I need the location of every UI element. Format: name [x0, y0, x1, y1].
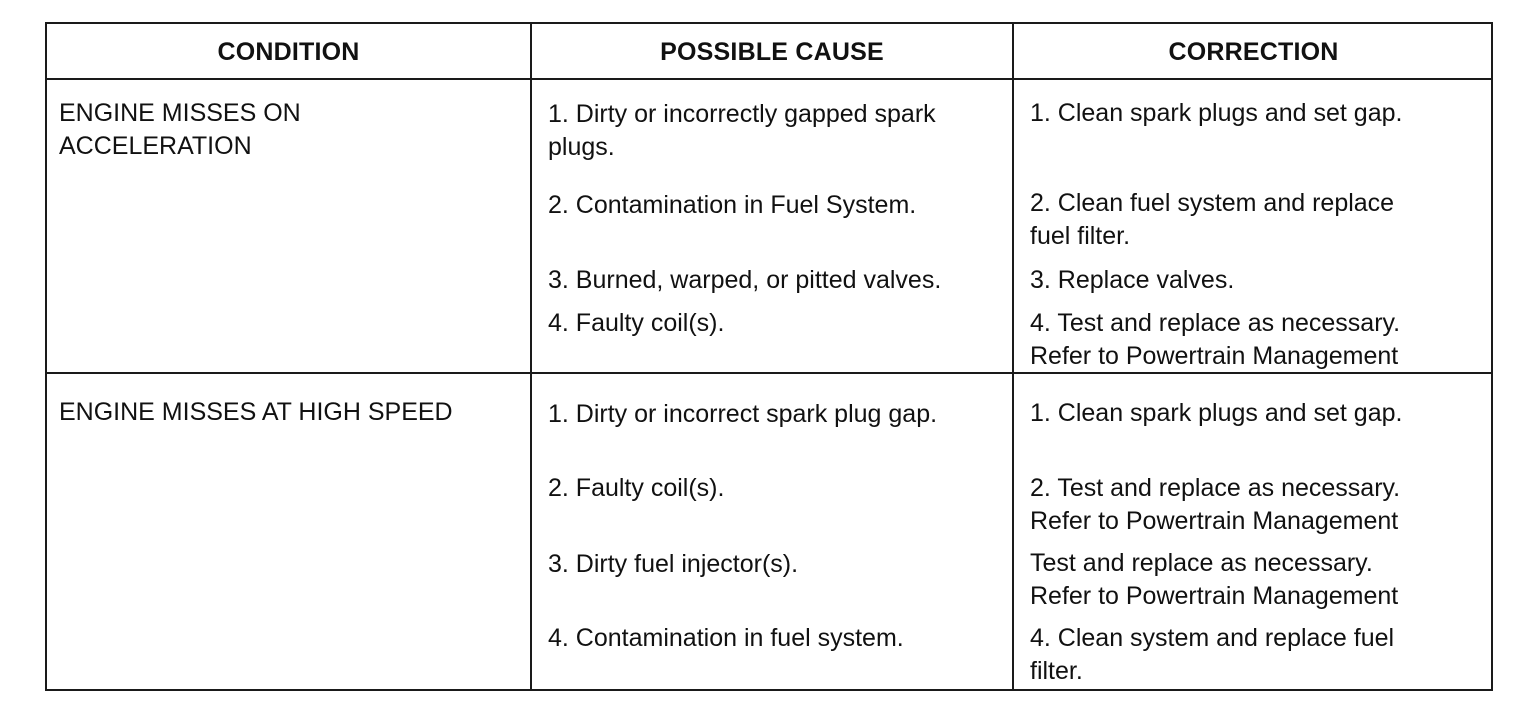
cause-2-4-line-1: 4. Contamination in fuel system.: [548, 624, 904, 652]
cause-1-4-line-1: 4. Faulty coil(s).: [548, 309, 725, 337]
condition-1-line-1: ENGINE MISSES ON: [59, 99, 301, 127]
correction-1-2-line-2: fuel filter.: [1030, 222, 1131, 250]
correction-1-4-line-2: Refer to Powertrain Management: [1030, 342, 1399, 370]
column-divider-2: [1012, 24, 1014, 689]
cause-1-1: [548, 98, 936, 164]
header-correction: CORRECTION: [1168, 37, 1339, 66]
cause-1-2: [548, 189, 916, 222]
cause-1-1-line-1: 1. Dirty or incorrectly gapped spark: [548, 100, 936, 128]
correction-2-3-line-2: Refer to Powertrain Management: [1030, 582, 1399, 610]
correction-2-2: [1030, 472, 1400, 538]
correction-2-4-line-2: filter.: [1030, 657, 1083, 685]
correction-2-3: [1030, 547, 1398, 613]
cause-2-2: [548, 472, 724, 505]
correction-2-1: [1030, 397, 1402, 430]
correction-1-2: [1030, 187, 1394, 253]
cause-2-1: [548, 398, 937, 431]
correction-2-2-line-2: Refer to Powertrain Management: [1030, 507, 1399, 535]
condition-1-line-2: ACCELERATION: [59, 132, 252, 160]
cause-2-3-line-1: 3. Dirty fuel injector(s).: [548, 550, 799, 578]
cause-1-2-line-1: 2. Contamination in Fuel System.: [548, 191, 917, 219]
cause-2-1-line-1: 1. Dirty or incorrect spark plug gap.: [548, 400, 938, 428]
correction-1-4: [1030, 307, 1400, 373]
correction-1-3: [1030, 264, 1234, 297]
cause-2-4: [548, 622, 904, 655]
correction-1-4-line-1: 4. Test and replace as necessary.: [1030, 309, 1401, 337]
cause-1-3-line-1: 3. Burned, warped, or pitted valves.: [548, 266, 942, 294]
correction-1-1-line-1: 1. Clean spark plugs and set gap.: [1030, 99, 1403, 127]
cause-2-3: [548, 548, 798, 581]
correction-2-3-line-1: Test and replace as necessary.: [1030, 549, 1373, 577]
correction-2-4-line-1: 4. Clean system and replace fuel: [1030, 624, 1395, 652]
cause-1-1-line-2: plugs.: [548, 133, 615, 161]
header-possible-cause: POSSIBLE CAUSE: [660, 37, 884, 66]
column-divider-1: [530, 24, 532, 689]
cause-1-4: [548, 307, 724, 340]
correction-1-1: [1030, 97, 1402, 130]
correction-1-3-line-1: 3. Replace valves.: [1030, 266, 1235, 294]
condition-2: [59, 396, 453, 429]
correction-2-4: [1030, 622, 1394, 688]
condition-2-line-1: ENGINE MISSES AT HIGH SPEED: [59, 398, 453, 426]
troubleshooting-table: [45, 22, 1493, 691]
header-condition: CONDITION: [217, 37, 360, 66]
correction-2-2-line-1: 2. Test and replace as necessary.: [1030, 474, 1401, 502]
cause-1-3: [548, 264, 941, 297]
correction-1-2-line-1: 2. Clean fuel system and replace: [1030, 189, 1395, 217]
correction-2-1-line-1: 1. Clean spark plugs and set gap.: [1030, 399, 1403, 427]
condition-1: [59, 97, 301, 163]
cause-2-2-line-1: 2. Faulty coil(s).: [548, 474, 725, 502]
